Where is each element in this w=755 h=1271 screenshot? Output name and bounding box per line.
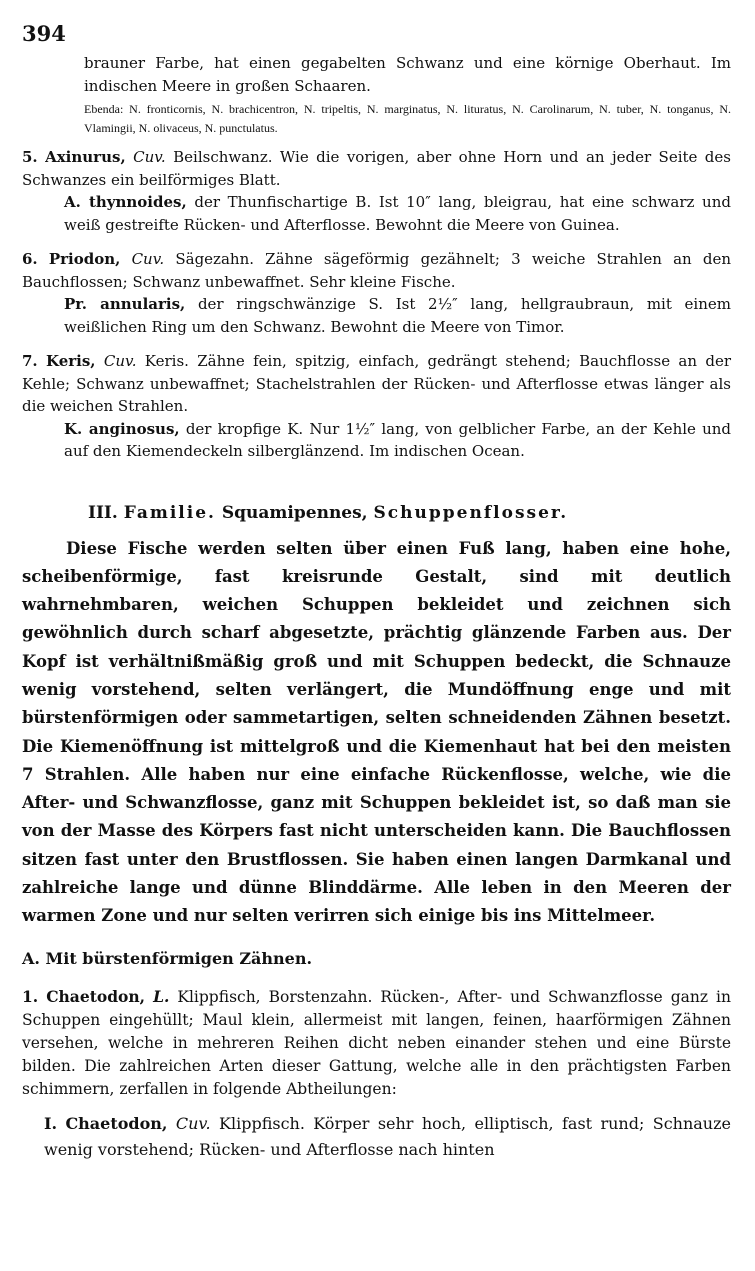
- species-entry-thynnoides: [22, 191, 731, 236]
- genus-name: Chaetodon,: [46, 986, 146, 1006]
- genus-entry-chaetodon: [22, 985, 731, 1101]
- genus-name: Axinurus,: [45, 148, 126, 166]
- genus-authority: Cuv.: [103, 352, 137, 370]
- species-description: der ringschwänzige S. Ist 2½″ lang, hellgraubraun, mit einem weißlichen Ring um den Schwanz. Bewohnt die Meere von Timor.: [64, 295, 731, 336]
- genus-authority: Cuv.: [133, 148, 166, 166]
- subgenus-authority: Cuv.: [175, 1113, 211, 1133]
- genus-entry-priodon: [22, 248, 731, 293]
- subsection-heading: A. Mit bürstenförmigen Zähnen.: [22, 948, 313, 968]
- continuation-text: brauner Farbe, hat einen gegabelten Schwanz und eine körnige Oberhaut. Im indischen Meere in großen Schaaren.: [84, 54, 731, 95]
- genus-number: 5.: [22, 148, 38, 166]
- family-german-name: Schuppenflosser.: [373, 502, 569, 523]
- family-name: Squamipennes,: [221, 502, 368, 523]
- ebenda-text: Ebenda: N. fronticornis, N. brachicentron, N. tripeltis, N. marginatus, N. lituratus, N. Carolinarum, N. tuber, N. tonganus, N. Vlamingii, N. olivaceus, N. punctulatus.: [84, 102, 731, 135]
- genus-number: 1.: [22, 986, 39, 1006]
- family-description: [22, 535, 731, 931]
- family-word: Familie.: [123, 502, 216, 523]
- species-description: der kropfige K. Nur 1½″ lang, von gelblicher Farbe, an der Kehle und auf den Kiemendeckeln silberglänzend. Im indischen Ocean.: [64, 419, 731, 460]
- genus-authority: L.: [153, 986, 170, 1006]
- species-entry-anginosus: [22, 418, 731, 463]
- genus-description: Sägezahn. Zähne sägeförmig gezähnelt; 3 weiche Strahlen an den Bauchflossen; Schwanz unbewaffnet. Sehr kleine Fische.: [22, 250, 731, 291]
- genus-entry-keris: [22, 350, 731, 418]
- species-label: A. thynnoides,: [64, 193, 187, 211]
- species-label: K. anginosus,: [64, 419, 180, 438]
- subgenus-name: Chaetodon,: [65, 1113, 168, 1133]
- family-description-text: Diese Fische werden selten über einen Fuß lang, haben eine hohe, scheibenförmige, fast kreisrunde Gestalt, sind mit deutlich wahrnehmbaren, weichen Schuppen bekleidet und zeichnen sich gewöhnlich durch scharf abgesetzte, prächtig glänzende Farben aus. Der Kopf ist verhältnißmäßig groß und mit Schuppen bedeckt, die Schnauze wenig vorstehend, selten verlängert, die Mundöffnung enge und mit bürstenförmigen oder sammetartigen, selten schneidenden Zähnen besetzt. Die Kiemenöffnung ist mittelgroß und die Kiemenhaut hat bei den meisten 7 Strahlen. Alle haben nur eine einfache Rückenflosse, welche, wie die After- und Schwanzflosse, ganz mit Schuppen bekleidet ist, so daß man sie von der Masse des Körpers fast nicht unterscheiden kann. Die Bauchflossen sitzen fast unter den Brustflossen. Sie haben einen langen Darmkanal und zahlreiche lange und dünne Blinddärme. Alle leben in den Meeren der warmen Zone und nur selten verirren sich einige bis ins Mittelmeer.: [22, 538, 731, 926]
- genus-number: 7.: [22, 352, 38, 370]
- ebenda-species-list: [22, 100, 731, 138]
- species-entry-annularis: [22, 293, 731, 338]
- genus-description: Klippfisch, Borstenzahn. Rücken-, After- und Schwanzflosse ganz in Schuppen eingehüllt; Maul klein, allermeist mit langen, feinen, haarförmigen Zähnen versehen, welche in mehreren Reihen dicht neben einander stehen und eine Bürste bilden. Die zahlreichen Arten dieser Gattung, welche alle in den prächtigsten Farben schimmern, zerfallen in folgende Abtheilungen:: [22, 987, 731, 1098]
- genus-entry-axinurus: [22, 146, 731, 191]
- genus-name: Priodon,: [48, 250, 121, 268]
- genus-description: Keris. Zähne fein, spitzig, einfach, gedrängt stehend; Bauchflosse an der Kehle; Schwanz unbewaffnet; Stachelstrahlen der Rücken- und Afterflosse etwas länger als die weichen Strahlen.: [22, 352, 731, 415]
- genus-authority: Cuv.: [131, 250, 165, 268]
- genus-description: Beilschwanz. Wie die vorigen, aber ohne Horn und an jeder Seite des Schwanzes ein beilförmiges Blatt.: [22, 148, 731, 189]
- subgenus-number: I.: [44, 1113, 58, 1133]
- page-number: 394: [22, 21, 66, 46]
- genus-number: 6.: [22, 250, 38, 268]
- species-label: Pr. annularis,: [64, 295, 186, 313]
- subgenus-description: Klippfisch. Körper sehr hoch, elliptisch, fast rund; Schnauze wenig vorstehend; Rücken- und Afterflosse nach hinten: [44, 1113, 732, 1159]
- subgenus-entry-chaetodon: [22, 1111, 731, 1163]
- species-description: der Thunfischartige B. Ist 10″ lang, bleigrau, hat eine schwarz und weiß gestreifte Rücken- und Afterflosse. Bewohnt die Meere von Guinea.: [64, 193, 731, 234]
- genus-name: Keris,: [46, 352, 96, 370]
- species-continuation: [22, 52, 731, 97]
- family-number: III.: [88, 502, 118, 523]
- family-heading: [88, 501, 731, 525]
